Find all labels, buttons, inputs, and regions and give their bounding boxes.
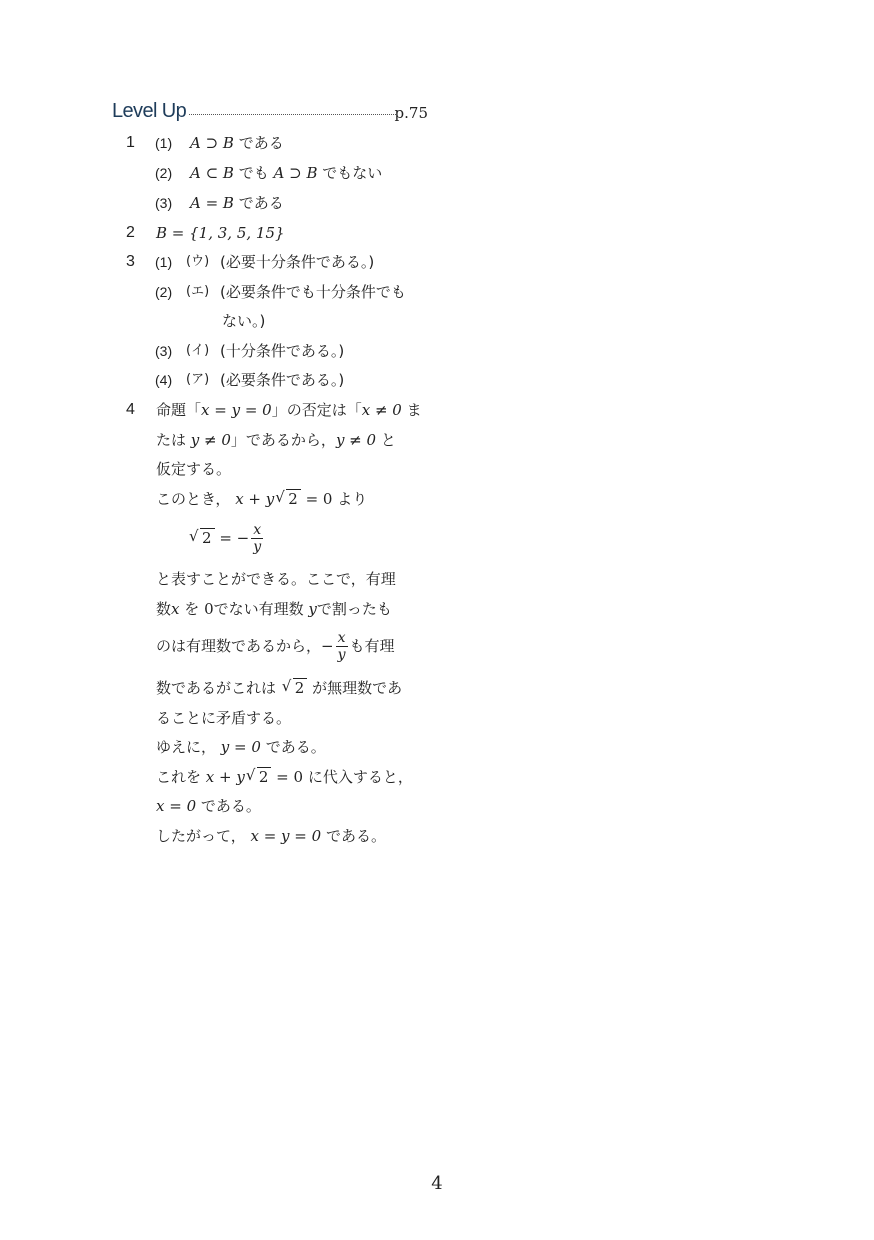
answer-line <box>156 223 285 243</box>
answer-text: である <box>238 134 284 152</box>
math-expression: 0 <box>204 600 214 618</box>
proof-line <box>156 826 386 846</box>
proof-line <box>156 400 422 420</box>
answer-text: ない。) <box>222 312 266 330</box>
math-expression: y ≠ 0 <box>190 431 231 449</box>
math-expression: x = y = 0 <box>201 401 272 419</box>
choice-label: (ア) <box>186 372 210 387</box>
math-expression: x ≠ 0 <box>361 401 402 419</box>
answer-text: (必要条件でも十分条件でも <box>220 283 406 301</box>
subproblem-label: (2) <box>155 165 173 181</box>
section-title: Level Up <box>112 100 187 122</box>
subproblem-label: (4) <box>155 372 173 388</box>
math-expression: = 0 <box>305 490 333 508</box>
proof-line <box>156 599 392 619</box>
proof-line <box>156 430 396 450</box>
proof-text: 数 <box>156 600 172 618</box>
proof-text: 仮定する。 <box>156 460 232 478</box>
proof-text: である。 <box>200 797 261 815</box>
proof-text: でない有理数 <box>213 600 304 618</box>
math-expression: x + y <box>205 768 245 786</box>
problem-number-1: 1 <box>126 134 135 151</box>
answer-text: (必要条件である。) <box>220 371 345 389</box>
proof-text: ま <box>406 401 422 419</box>
answer-line <box>190 163 382 183</box>
math-expression: A ⊃ B <box>273 164 318 182</box>
math-expression: x + y <box>235 490 275 508</box>
proof-text: で割ったも <box>316 600 392 618</box>
math-operator: = − <box>219 529 250 547</box>
proof-text: 」であるから， <box>230 431 336 449</box>
answer-text: である <box>238 194 284 212</box>
choice-label: (ウ) <box>186 254 210 269</box>
math-expression: x <box>171 600 180 618</box>
equation <box>188 522 265 555</box>
subproblem-label: (2) <box>155 284 173 300</box>
math-expression: B = {1, 3, 5, 15} <box>156 224 285 242</box>
math-expression: x = y = 0 <box>250 827 322 845</box>
problem-number-2: 2 <box>126 224 135 241</box>
proof-line <box>156 489 367 509</box>
proof-text: である。 <box>265 738 326 756</box>
problem-number-4: 4 <box>126 401 135 418</box>
proof-text: と表すことができる。ここで，有理 <box>156 570 396 588</box>
proof-text: のは有理数であるから， <box>156 637 322 655</box>
proof-text: に代入すると， <box>307 768 413 786</box>
choice-label: (エ) <box>186 284 210 299</box>
math-expression: y = 0 <box>220 738 261 756</box>
fraction: $\frac{x}{y}$ <box>337 630 346 663</box>
subproblem-label: (1) <box>155 254 173 270</box>
proof-text: 」の否定は「 <box>271 401 362 419</box>
math-expression: y ≠ 0 <box>335 431 377 449</box>
math-operator: − <box>321 637 334 655</box>
leader-dots <box>189 114 396 115</box>
proof-text: 命題「 <box>156 401 202 419</box>
proof-line <box>156 630 395 663</box>
proof-text: が無理数であ <box>312 679 403 697</box>
square-root: √ 2 <box>282 678 308 698</box>
proof-text: ゆえに， <box>156 738 217 756</box>
answer-line <box>190 133 284 153</box>
answer-text: (十分条件である。) <box>220 342 345 360</box>
math-expression: x = 0 <box>156 797 197 815</box>
proof-text: ることに矛盾する。 <box>156 709 292 727</box>
proof-text: これを <box>156 768 202 786</box>
choice-label: (イ) <box>186 343 210 358</box>
proof-text: このとき， <box>156 490 231 508</box>
proof-text: と <box>380 431 396 449</box>
math-expression: y <box>308 600 317 618</box>
proof-line <box>156 796 261 816</box>
proof-line <box>156 737 326 757</box>
fraction: $\frac{x}{y}$ <box>253 522 262 555</box>
proof-text: 数であるがこれは <box>156 679 277 697</box>
square-root: √ 2 <box>275 489 301 509</box>
square-root: √ 2 <box>189 528 215 548</box>
answer-line <box>190 193 284 213</box>
proof-text: したがって， <box>156 827 246 845</box>
proof-text: も有理 <box>349 637 395 655</box>
proof-text: より <box>337 490 368 508</box>
proof-line <box>156 678 402 698</box>
page-number: 4 <box>431 1173 443 1194</box>
math-expression: A ⊃ B <box>190 134 234 152</box>
subproblem-label: (3) <box>155 343 173 359</box>
answer-text: でも <box>238 164 269 182</box>
subproblem-label: (3) <box>155 195 173 211</box>
proof-text: たは <box>156 431 187 449</box>
problem-number-3: 3 <box>126 253 135 270</box>
proof-text: を <box>184 600 200 618</box>
math-expression: A = B <box>190 194 234 212</box>
page-reference: p.75 <box>394 104 428 122</box>
answer-text: (必要十分条件である。) <box>220 253 375 271</box>
math-expression: = 0 <box>276 768 304 786</box>
proof-text: である。 <box>325 827 386 845</box>
math-expression: A ⊂ B <box>190 164 234 182</box>
subproblem-label: (1) <box>155 135 173 151</box>
square-root: √ 2 <box>246 767 272 787</box>
proof-line <box>156 767 413 787</box>
section-header <box>112 100 428 126</box>
answer-text: でもない <box>322 164 383 182</box>
